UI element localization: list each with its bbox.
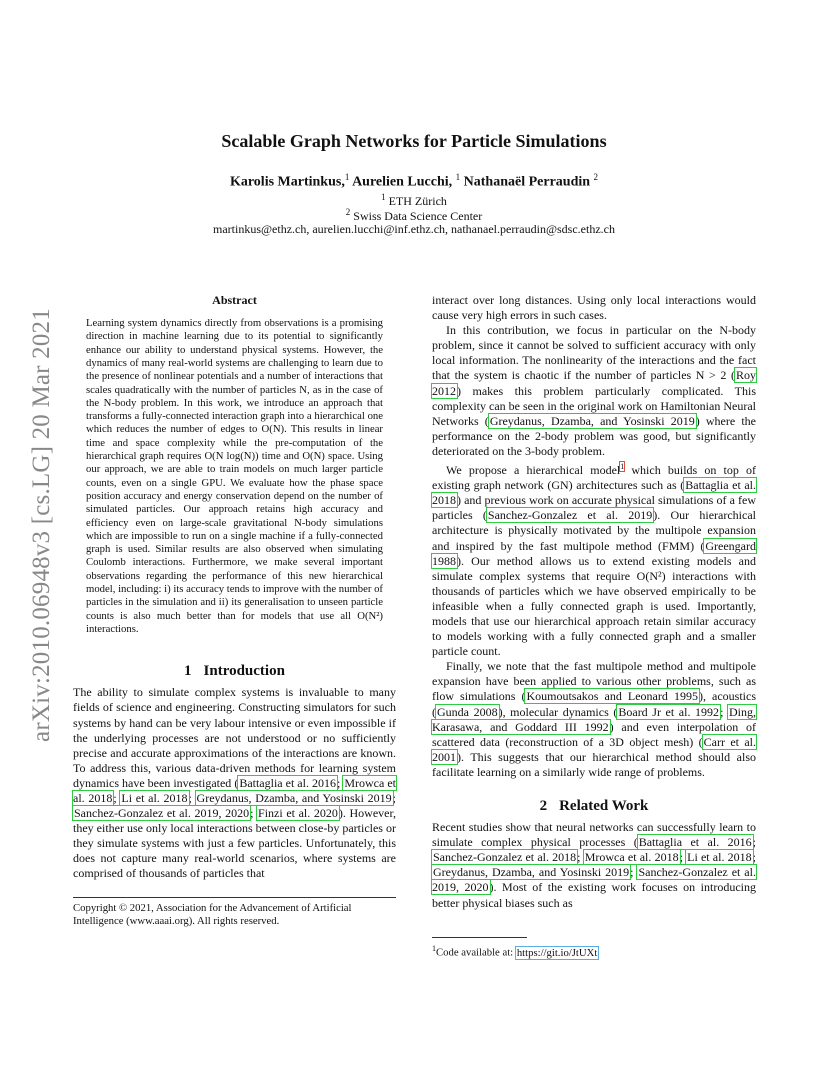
- citation-link[interactable]: Sanchez-Gonzalez et al. 2019, 2020: [74, 806, 250, 821]
- related-paragraph-1: Recent studies show that neural networks can successfully learn to simulate complex physical processes (Battaglia et al. 2016; Sanchez-Gonzalez et al. 2018; Mrowca et al. 2018; Li et al. 2018; Greydanus, Dzamba, and Yosinski 2019; Sanchez-Gonzalez et al. 2019, 2020). Most of the existing work focuses on introducing better physical biases such as: [432, 820, 756, 910]
- intro-paragraph-1-continued: interact over long distances. Using only local interactions would cause very high errors in such cases.: [432, 293, 756, 323]
- paragraph-text: which builds on top of existing graph network (GN) architectures such as (: [432, 463, 756, 493]
- citation-link[interactable]: Greengard 1988: [432, 538, 756, 568]
- author-name: Nathanaël Perraudin: [463, 174, 591, 190]
- section-title: Related Work: [559, 798, 649, 814]
- paragraph-text: ) makes this problem particularly complicated. This complexity can be seen in the original work on Hamiltonian Neural Networks (: [432, 383, 756, 428]
- footnote-rule: [432, 937, 527, 938]
- copyright-notice: Copyright © 2021, Association for the Advancement of Artificial Intelligence (www.aaai.org). All rights reserved.: [73, 897, 396, 928]
- footnote-number: 1: [432, 944, 436, 953]
- citation-link[interactable]: Li et al. 2018: [687, 850, 752, 865]
- citation-link[interactable]: Finzi et al. 2020: [258, 806, 338, 821]
- citation-link[interactable]: Battaglia et al. 2018: [432, 478, 757, 508]
- arxiv-identifier-stamp: [22, 290, 62, 760]
- section-title: Introduction: [203, 663, 285, 680]
- citation-link[interactable]: Mrowca et al. 2018: [73, 775, 396, 805]
- citation-link[interactable]: Sanchez-Gonzalez et al. 2019, 2020: [432, 865, 756, 895]
- affiliation-marker: 1: [344, 172, 350, 182]
- intro-paragraph-2: [432, 323, 756, 459]
- citation-link[interactable]: Koumoutsakos and Leonard 1995: [526, 689, 698, 704]
- section-number: 2: [539, 798, 548, 814]
- paragraph-text: ). Our hierarchical architecture is physically motivated by the multipole expansion and inspired by the fast multipole method (FMM) (: [432, 508, 756, 553]
- paragraph-text: ). However, they either use only local interactions between close-by particles or they simulate systems with just a few particles. Unfortunately, this does not capture many real-world scenarios, where systems are comprised of thousands of particles that: [73, 806, 396, 881]
- section-heading-introduction: [73, 664, 396, 679]
- paragraph-text: ), molecular dynamics (: [498, 704, 618, 719]
- section-number: 1: [184, 663, 192, 680]
- citation-link[interactable]: Roy 2012: [432, 368, 756, 398]
- paragraph-text: Recent studies show that neural networks can successfully learn to simulate complex physical processes (: [432, 820, 756, 850]
- affiliation-name: Swiss Data Science Center: [353, 209, 483, 223]
- affiliation-marker: 1: [455, 172, 461, 182]
- citation-link[interactable]: Li et al. 2018: [121, 790, 188, 805]
- paragraph-text: ) and even interpolation of scattered data (reconstruction of a 3D object mesh) (: [432, 719, 756, 749]
- left-column: [73, 293, 396, 882]
- arxiv-id: arXiv:2010.06948v3 [cs.LG] 20 Mar 2021: [28, 308, 56, 742]
- citation-link[interactable]: Gunda 2008: [437, 704, 498, 719]
- footnote-marker[interactable]: 1: [620, 462, 625, 472]
- paragraph-text: In this contribution, we focus in particular on the N-body problem, since it cannot be solved to sufficient accuracy with only local information. The nonlinearity of the interactions and the fact that the system is chaotic if the number of particles N > 2 (: [432, 323, 756, 383]
- author-emails: martinkus@ethz.ch, aurelien.lucchi@inf.ethz.ch, nathanael.perraudin@sdsc.ethz.ch: [213, 222, 615, 236]
- abstract-text: Learning system dynamics directly from observations is a promising direction in machine learning due to its potential to significantly enhance our ability to understand physical systems. However, the dynamics of many real-world systems are challenging to learn due to the presence of nonlinear potentials and a number of interactions that scales quadratically with the number of particles N, as in the case of the N-body problem. In this work, we introduce an approach that transforms a fully-connected interaction graph into a hierarchical one which reduces the number of edges to O(N). This results in linear time and space complexity while the pre-computation of the hierarchical graph requires O(N log(N)) time and O(N) space. Using our approach, we are able to train models on much larger particle counts, even on a single GPU. We evaluate how the phase space position accuracy and energy conservation depend on the number of simulated particles. Our approach retains high accuracy and efficiency even on large-scale gravitational N-body simulations which are impossible to run on a single machine if a fully-connected graph is used. Similar results are also observed when simulating Coulomb interactions. Furthermore, we make several important observations regarding the performance of this new hierarchical model, including: i) its accuracy tends to improve with the number of particles in the simulation and ii) its generalisation to unseen particle counts is also much better than for models that use all O(N²) interactions.: [86, 317, 383, 635]
- paragraph-text: ). Most of the existing work focuses on introducing better physical biases such as: [432, 880, 756, 910]
- citation-link[interactable]: Carr et al. 2001: [432, 734, 756, 764]
- paragraph-text: Finally, we note that the fast multipole method and multipole expansion have been applied to various other problems, such as flow simulations (: [432, 659, 756, 704]
- affiliation-marker: 1: [381, 192, 386, 202]
- paragraph-text: ). Our method allows us to extend existing models and simulate complex systems that require O(N²) interactions with thousands of particles which we have observed empirically to be infeasible when a fully connected graph is used. Importantly, models that use our hierarchical approach retain similar accuracy to models working with a fully connected graph and a smaller particle count.: [432, 553, 756, 659]
- citation-link[interactable]: Battaglia et al. 2016: [638, 835, 752, 850]
- affiliation-name: ETH Zürich: [388, 194, 447, 208]
- right-column: [432, 293, 756, 911]
- paragraph-text: We propose a hierarchical model: [446, 463, 621, 478]
- footnote-text: Code available at:: [436, 946, 516, 959]
- author-name: Karolis Martinkus,: [229, 174, 345, 190]
- citation-link[interactable]: Mrowca et al. 2018: [584, 850, 679, 865]
- citation-link[interactable]: Sanchez-Gonzalez et al. 2018: [433, 850, 577, 865]
- author-list: [0, 172, 828, 191]
- citation-link[interactable]: Ding, Karasawa, and Goddard III 1992: [432, 704, 756, 734]
- section-heading-related-work: [432, 799, 756, 814]
- author-name: Aurelien Lucchi,: [352, 174, 453, 190]
- citation-link[interactable]: Battaglia et al. 2016: [239, 775, 336, 790]
- paragraph-text: ), acoustics (: [432, 689, 756, 719]
- abstract-heading: Abstract: [212, 293, 257, 307]
- affiliation-marker: 2: [345, 207, 351, 217]
- code-link[interactable]: https://git.io/JtUXt: [516, 946, 598, 959]
- paragraph-text: The ability to simulate complex systems is invaluable to many fields of science and engineering. Constructing simulators for such systems by hand can be very labour intensive or even impossible if the underlying processes are not understood or no sufficiently precise and accurate approximations of the interactions are known. To address this, various data-driven methods for learning system dynamics have been investigated (: [73, 685, 396, 790]
- affiliation-marker: 2: [593, 172, 599, 182]
- paper-title: Scalable Graph Networks for Particle Simulations: [221, 131, 607, 151]
- citation-link[interactable]: Sanchez-Gonzalez et al. 2019: [487, 508, 653, 523]
- intro-paragraph-1: The ability to simulate complex systems is invaluable to many fields of science and engineering. Constructing simulators for such systems by hand can be very labour intensive or even impossible if the underlying processes are not understood or no sufficiently precise and accurate approximations of the interactions are known. To address this, various data-driven methods for learning system dynamics have been investigated (Battaglia et al. 2016; Mrowca et al. 2018; Li et al. 2018; Greydanus, Dzamba, and Yosinski 2019; Sanchez-Gonzalez et al. 2019, 2020; Finzi et al. 2020). However, they either use only local interactions between close-by particles or they simulate systems with just a few particles. Unfortunately, this does not capture many real-world scenarios, where systems are comprised of thousands of particles that: [73, 685, 397, 881]
- intro-paragraph-3: [432, 459, 756, 659]
- citation-link[interactable]: Greydanus, Dzamba, and Yosinski 2019: [196, 790, 392, 805]
- paragraph-text: ) where the performance on the 2-body problem was good, but significantly deteriorated on the 3-body problem.: [432, 413, 756, 458]
- citation-link[interactable]: Greydanus, Dzamba, and Yosinski 2019: [433, 865, 630, 880]
- paragraph-text: ) and previous work on accurate physical simulations of a few particles (: [432, 493, 756, 523]
- intro-paragraph-4: Finally, we note that the fast multipole method and multipole expansion have been applied to various other problems, such as flow simulations (Koumoutsakos and Leonard 1995), acoustics (Gunda 2008), molecular dynamics (Board Jr et al. 1992; Ding, Karasawa, and Goddard III 1992) and even interpolation of scattered data (reconstruction of a 3D object mesh) (Carr et al. 2001). This suggests that our hierarchical method should also facilitate learning on a similarly wide range of problems.: [432, 659, 756, 779]
- paragraph-text: ). This suggests that our hierarchical method should also facilitate learning on a similarly wide range of problems.: [432, 749, 756, 779]
- citation-link[interactable]: Board Jr et al. 1992: [618, 704, 720, 719]
- footnote: [432, 937, 756, 960]
- citation-link[interactable]: Greydanus, Dzamba, and Yosinski 2019: [489, 413, 695, 428]
